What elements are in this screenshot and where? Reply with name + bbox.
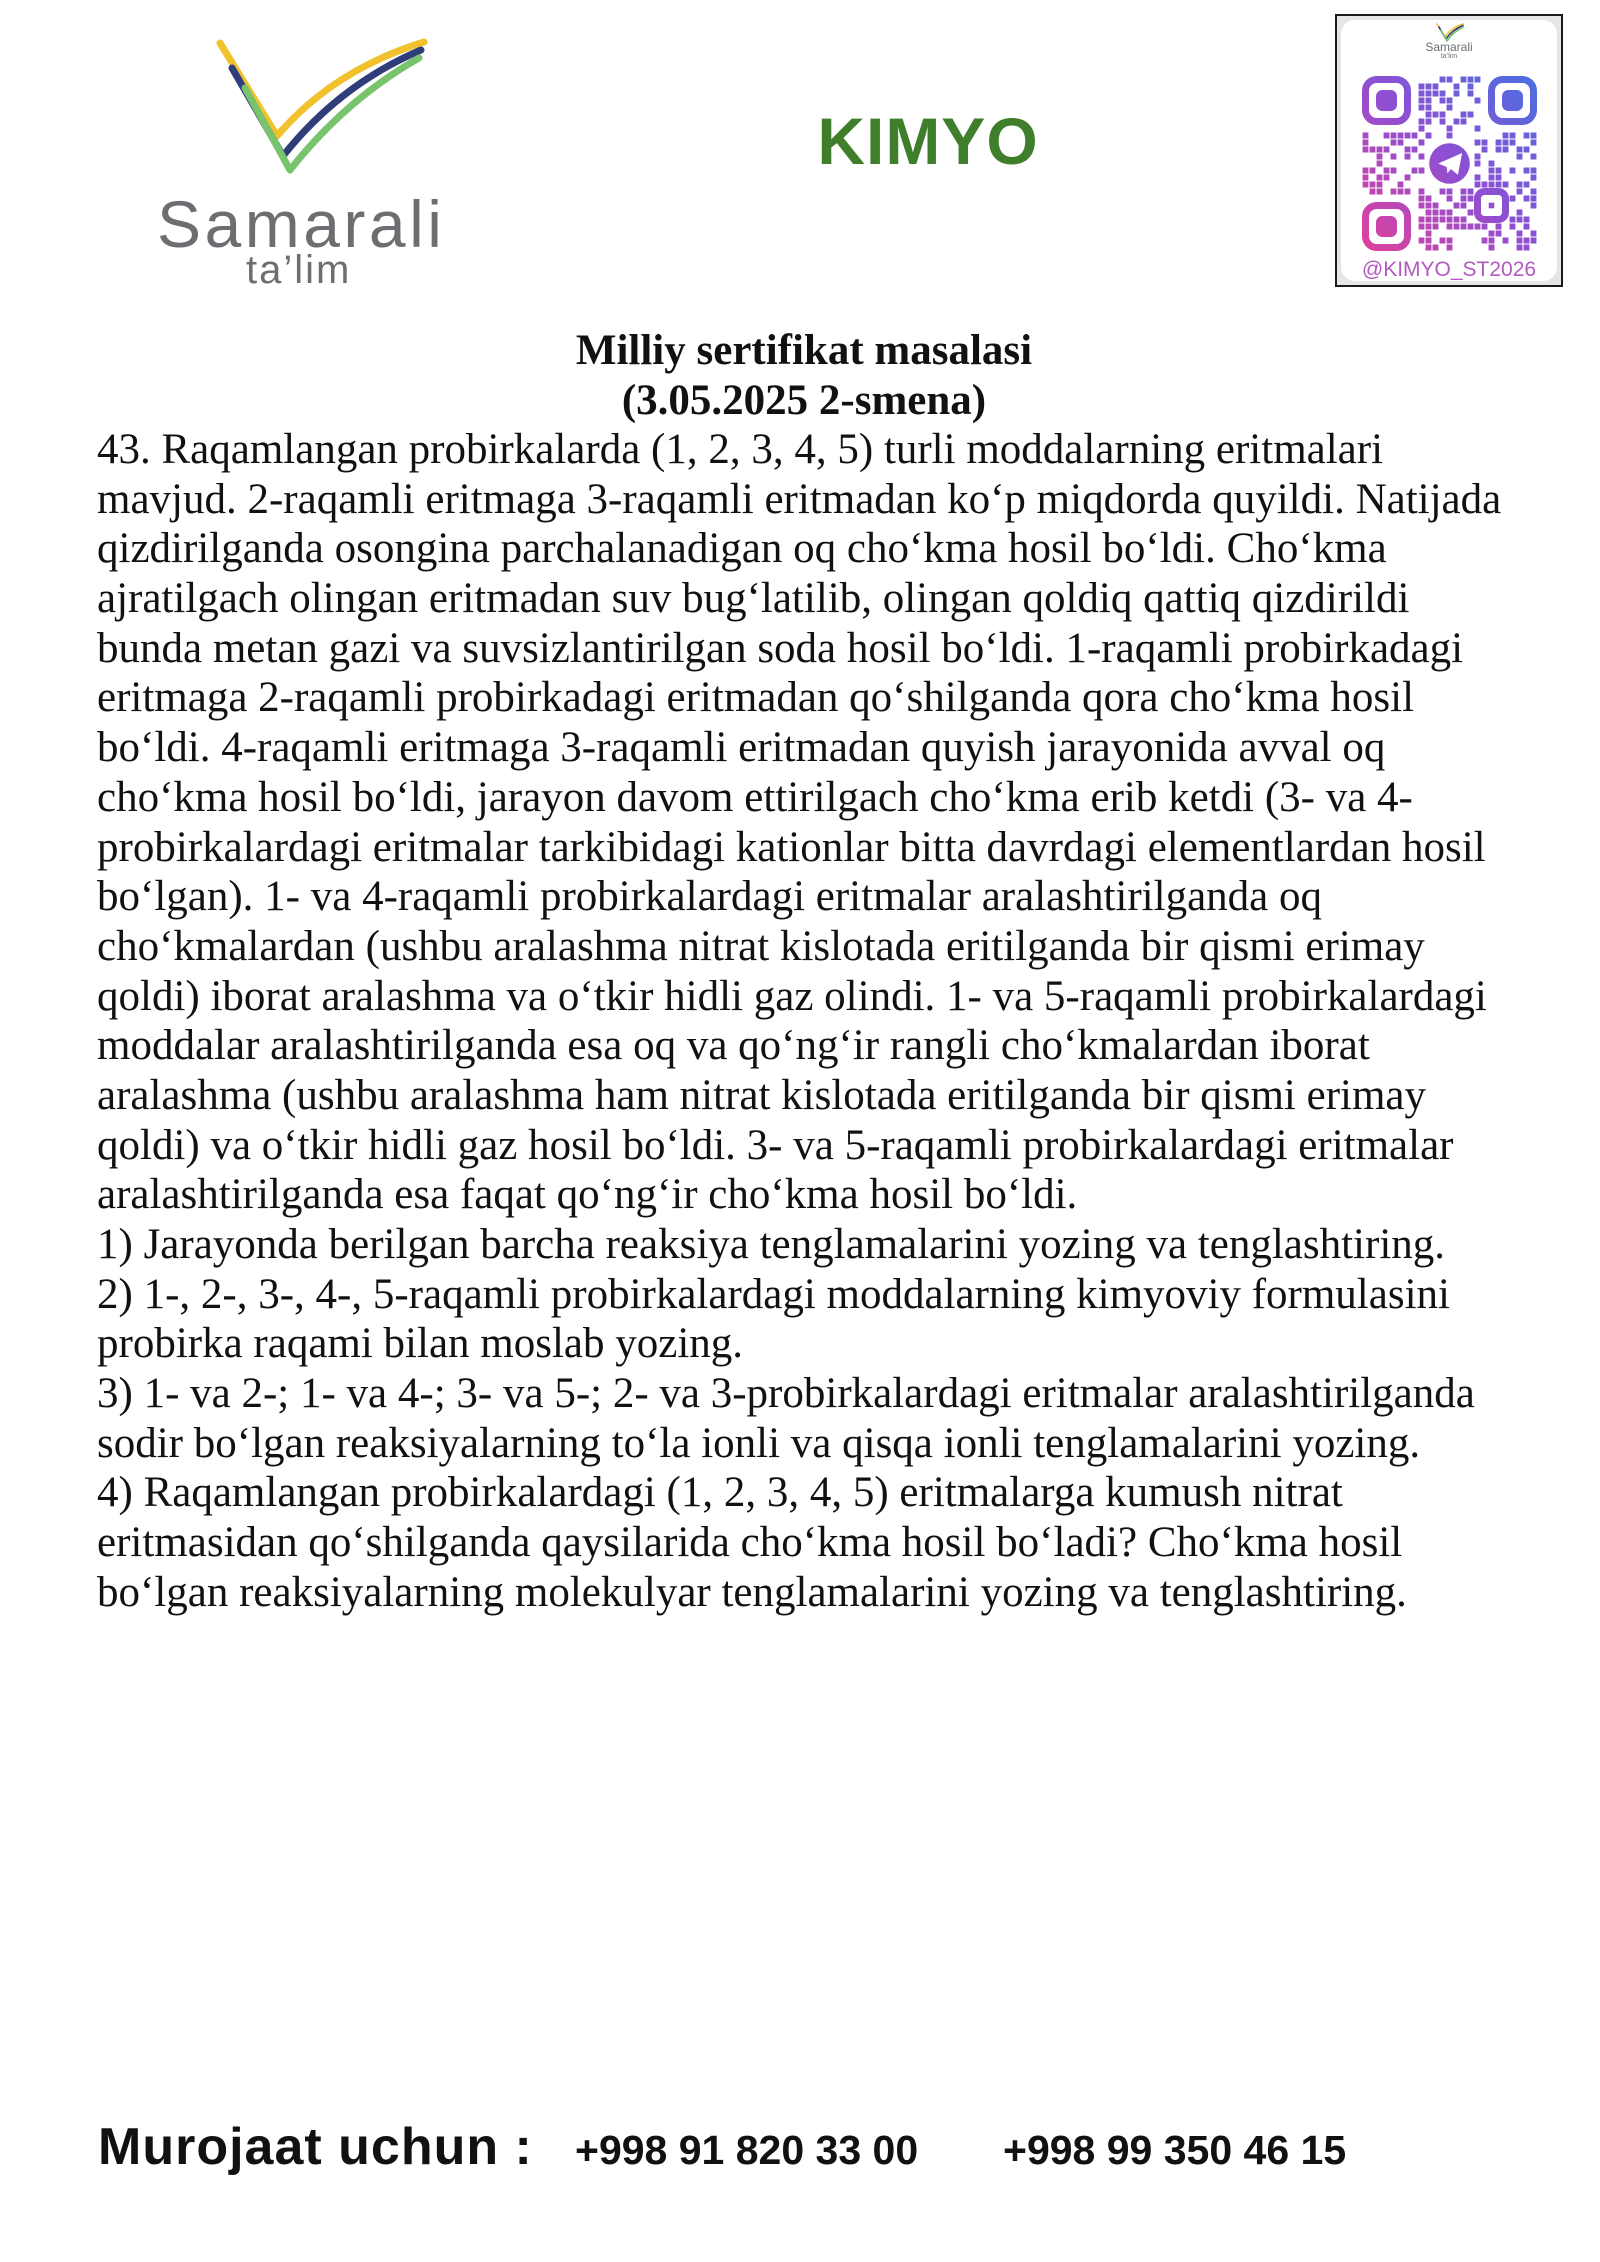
statement-line: qoldi) iborat aralashma va o‘tkir hidli gaz olindi. 1- va 5-raqamli probirkalardagi	[97, 972, 1487, 1020]
statement-line: qizdirilganda osongina parchalanadigan oq cho‘kma hosil bo‘ldi. Cho‘kma	[97, 525, 1387, 573]
statement-line: bo‘lgan). 1- va 4-raqamli probirkalardagi eritmalar aralashtirilganda oq	[97, 873, 1322, 921]
statement-line: cho‘kmalardan (ushbu aralashma nitrat kislotada eritilganda bir qismi erimay	[97, 922, 1425, 970]
contact-phone-2: +998 99 350 46 15	[1003, 2127, 1347, 2173]
question-line: eritmasidan qo‘shilganda qaysilarida cho‘kma hosil bo‘ladi? Cho‘kma hosil	[97, 1519, 1403, 1567]
statement-line: probirkalardagi eritmalar tarkibidagi kationlar bitta davrdagi elementlardan hosil	[97, 823, 1486, 871]
question-line: 1) Jarayonda berilgan barcha reaksiya tenglamalarini yozing va tenglashtiring.	[97, 1221, 1446, 1268]
problem-title	[8, 326, 1600, 425]
question-line: 3) 1- va 2-; 1- va 4-; 3- va 5-; 2- va 3-probirkalardagi eritmalar aralashtirilganda	[97, 1370, 1475, 1418]
question-line: 2) 1-, 2-, 3-, 4-, 5-raqamli probirkalardagi moddalarning kimyoviy formulasini	[97, 1270, 1450, 1318]
contact-label: Murojaat uchun :	[98, 2118, 533, 2176]
qr-finder-bottom-left	[1366, 206, 1408, 248]
logo-tagline: ta’lim	[246, 248, 352, 292]
question-line: probirka raqami bilan moslab yozing.	[97, 1320, 744, 1368]
logo-stroke-green	[245, 58, 419, 170]
statement-line: bunda metan gazi va suvsizlantirilgan soda hosil bo‘ldi. 1-raqamli probirkadagi	[97, 624, 1464, 672]
question-4	[97, 1468, 1501, 1617]
telegram-icon	[1429, 143, 1470, 184]
statement-line: qoldi) va o‘tkir hidli gaz hosil bo‘ldi. 3- va 5-raqamli probirkalardagi eritmalar	[97, 1121, 1454, 1169]
qr-code	[1362, 76, 1537, 251]
qr-alignment-pattern	[1478, 192, 1506, 220]
question-line: bo‘lgan reaksiyalarning molekulyar tenglamalarini yozing va tenglashtiring.	[97, 1568, 1407, 1616]
qr-alignment-eye	[1489, 203, 1495, 209]
statement-line: cho‘kma hosil bo‘ldi, jarayon davom ettirilgach cho‘kma erib ketdi (3- va 4-	[97, 773, 1413, 821]
qr-card	[1335, 14, 1563, 287]
qr-finder-eye	[1376, 90, 1397, 111]
statement-line: aralashma (ushbu aralashma ham nitrat kislotada eritilganda bir qismi erimay	[97, 1071, 1426, 1119]
question-2	[97, 1270, 1501, 1369]
statement-line: mavjud. 2-raqamli eritmaga 3-raqamli eritmadan ko‘p miqdorda quyildi. Natijada	[97, 475, 1502, 523]
qr-card-handle: @KIMYO_ST2026	[1361, 258, 1537, 281]
statement-line: eritmaga 2-raqamli probirkadagi eritmadan qo‘shilganda qora cho‘kma hosil	[97, 674, 1415, 722]
qr-finder-eye	[1376, 216, 1397, 237]
contact-footer	[98, 2117, 1346, 2180]
qr-finder-top-right	[1492, 80, 1534, 122]
title-line-2: (3.05.2025 2-smena)	[621, 376, 987, 424]
qr-card-logo-tagline: ta’lim	[1440, 53, 1458, 60]
question-line: sodir bo‘lgan reaksiyalarning to‘la ionli va qisqa ionli tenglamalarini yozing.	[97, 1419, 1421, 1467]
statement-line: aralashtirilganda esa faqat qo‘ng‘ir cho‘kma hosil bo‘ldi.	[97, 1171, 1078, 1219]
question-line: 4) Raqamlangan probirkalardagi (1, 2, 3, 4, 5) eritmalarga kumush nitrat	[97, 1469, 1343, 1517]
question-1	[97, 1220, 1501, 1270]
logo-name: Samarali	[157, 187, 446, 261]
question-3	[97, 1369, 1501, 1468]
qr-card-logo-check-icon	[1434, 22, 1466, 42]
statement-line: ajratilgach olingan eritmadan suv bug‘latilib, olingan qoldiq qattiq qizdirildi	[97, 575, 1410, 623]
qr-finder-eye	[1502, 90, 1523, 111]
statement-line: bo‘ldi. 4-raqamli eritmaga 3-raqamli eritmadan quyish jarayonida avval oq	[97, 724, 1386, 772]
statement-line: moddalar aralashtirilganda esa oq va qo‘ng‘ir rangli cho‘kmalardan iborat	[97, 1022, 1370, 1070]
samarali-check-logo-icon	[205, 30, 445, 180]
statement-line: 43. Raqamlangan probirkalarda (1, 2, 3, 4, 5) turli moddalarning eritmalari	[97, 426, 1384, 473]
contact-phone-1: +998 91 820 33 00	[575, 2127, 919, 2173]
title-line-1: Milliy sertifikat masalasi	[575, 327, 1033, 374]
subject-title: KIMYO	[817, 104, 1039, 178]
qr-card-logo-name: Samarali	[1425, 40, 1473, 54]
problem-body	[97, 425, 1501, 1618]
logo-stroke-yellow	[220, 42, 424, 136]
qr-finder-top-left	[1366, 80, 1408, 122]
